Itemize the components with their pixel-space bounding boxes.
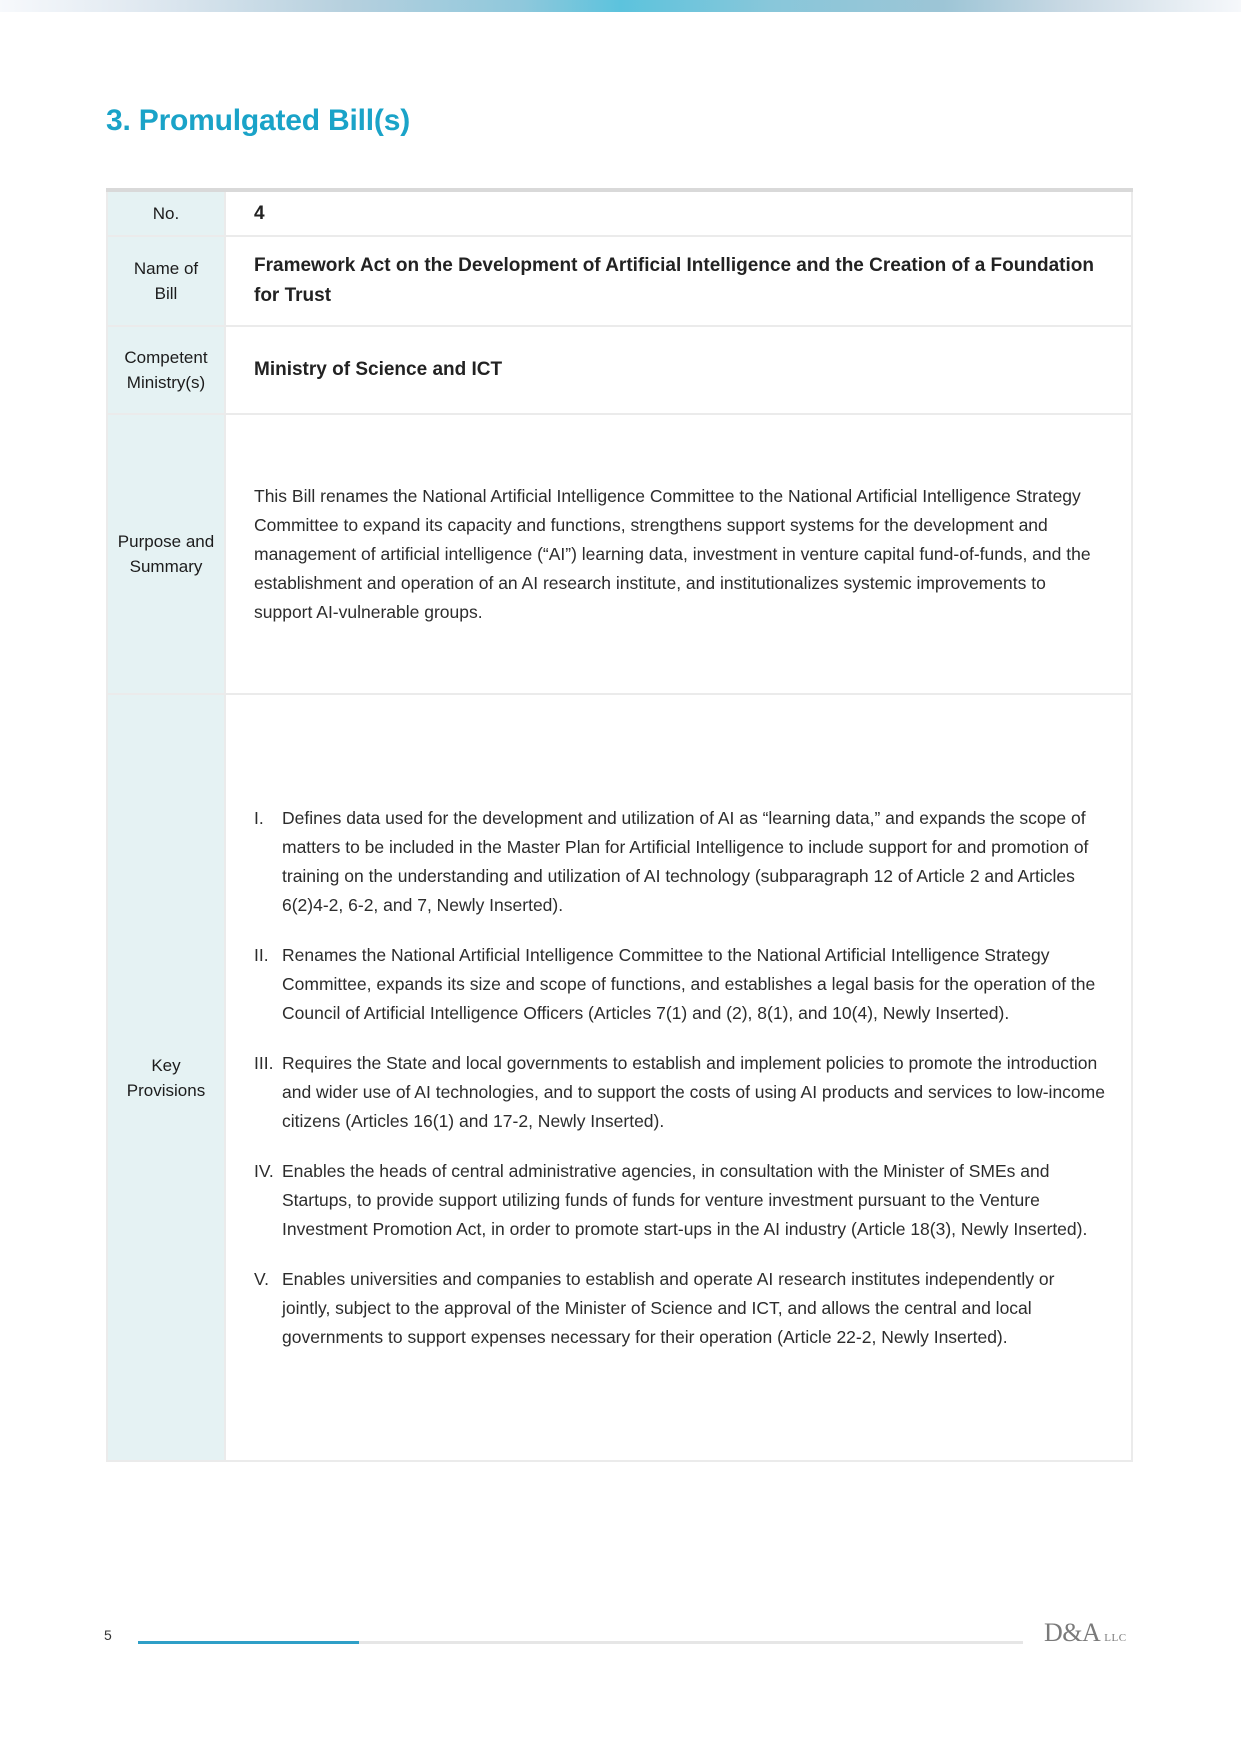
list-item-number: V. [254, 1268, 269, 1289]
list-item-text: Requires the State and local governments to establish and implement policies to promote the introduction and wider use of AI technologies, and to support the costs of using AI products and services to low-income citizens (Articles 16(1) and 17-2, Newly Inserted). [282, 1052, 1105, 1131]
list-item [254, 804, 1105, 920]
list-item [254, 1157, 1105, 1244]
footer-progress-fill [138, 1641, 359, 1644]
label-name-of-bill [107, 236, 225, 326]
list-item [254, 1265, 1105, 1352]
purpose-summary-text: This Bill renames the National Artificial Intelligence Committee to the National Artificial Intelligence Strategy Committee to expand its capacity and functions, strengthens support systems for the development and management of artificial intelligence (“AI”) learning data, investment in venture capital fund-of-funds, and the establishment and operation of an AI research institute, and institutionalizes systemic improvements to support AI-vulnerable groups. [254, 485, 1091, 622]
header-gradient-band [0, 0, 1241, 12]
value-competent-ministry: Ministry of Science and ICT [225, 326, 1132, 414]
label-purpose-summary [107, 414, 225, 694]
footer-progress-rule [138, 1641, 1023, 1644]
table-row-key-provisions [107, 694, 1132, 1461]
list-item [254, 1049, 1105, 1136]
list-item-number: I. [254, 807, 264, 828]
list-item-number: II. [254, 944, 269, 965]
table-row-purpose [107, 414, 1132, 694]
bill-info-table [106, 188, 1133, 1462]
label-competent-ministry-text: Competent Ministry(s) [124, 348, 208, 392]
list-item-text: Defines data used for the development and utilization of AI as “learning data,” and expands the scope of matters to be included in the Master Plan for Artificial Intelligence to include support for and promotion of training on the understanding and utilization of AI technology (subparagraph 12 of Article 2 and Articles 6(2)4-2, 6-2, and 7, Newly Inserted). [282, 807, 1089, 915]
label-competent-ministry [107, 326, 225, 414]
list-item-number: IV. [254, 1160, 274, 1181]
company-logo-suffix: LLC [1104, 1632, 1127, 1644]
key-provisions-list [254, 804, 1105, 1352]
company-logo [1044, 1618, 1127, 1648]
page-number: 5 [104, 1627, 112, 1643]
label-key-provisions [107, 694, 225, 1461]
value-name-of-bill: Framework Act on the Development of Artificial Intelligence and the Creation of a Foundation for Trust [225, 236, 1132, 326]
value-key-provisions [225, 694, 1132, 1461]
value-purpose-summary [225, 414, 1132, 694]
company-logo-text: D&A [1044, 1618, 1101, 1647]
list-item [254, 941, 1105, 1028]
list-item-text: Enables universities and companies to establish and operate AI research institutes independently or jointly, subject to the approval of the Minister of Science and ICT, and allows the central and local governments to support expenses necessary for their operation (Article 22-2, Newly Inserted). [282, 1268, 1055, 1347]
label-purpose-summary-text: Purpose and Summary [117, 532, 215, 576]
label-name-of-bill-text: Name of Bill [133, 259, 199, 303]
list-item-number: III. [254, 1052, 274, 1073]
table-row-no [107, 190, 1132, 236]
label-no: No. [107, 190, 225, 236]
list-item-text: Renames the National Artificial Intelligence Committee to the National Artificial Intelligence Strategy Committee, expands its size and scope of functions, and establishes a legal basis for the operation of the Council of Artificial Intelligence Officers (Articles 7(1) and (2), 8(1), and 10(4), Newly Inserted). [282, 944, 1096, 1023]
table-row-ministry [107, 326, 1132, 414]
table-row-name [107, 236, 1132, 326]
label-key-provisions-text: Key Provisions [126, 1055, 206, 1100]
section-title: 3. Promulgated Bill(s) [106, 104, 410, 137]
value-no: 4 [225, 190, 1132, 236]
list-item-text: Enables the heads of central administrative agencies, in consultation with the Minister of SMEs and Startups, to provide support utilizing funds of funds for venture investment pursuant to the Venture Investment Promotion Act, in order to promote start-ups in the AI industry (Article 18(3), Newly Inserted). [282, 1160, 1088, 1239]
